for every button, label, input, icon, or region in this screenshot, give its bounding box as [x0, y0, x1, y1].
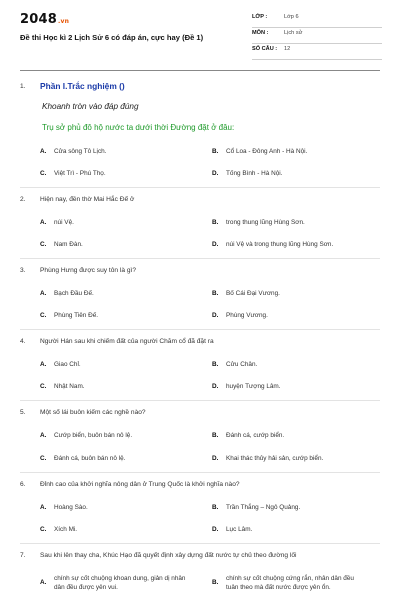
section-title: Phần I.Trắc nghiệm (): [40, 81, 125, 91]
option-b[interactable]: B. Đánh cá, cướp biển.: [212, 432, 285, 439]
question-text: Hiện nay, đền thờ Mai Hắc Đế ở: [40, 196, 135, 203]
question-text: Người Hán sau khi chiếm đất của người Chăm cổ đã đặt ra: [40, 338, 214, 345]
site-logo[interactable]: 2048.vn: [20, 12, 70, 27]
question-text: Một số lái buôn kiếm các nghề nào?: [40, 409, 146, 416]
meta-subject-value: Lịch sử: [284, 30, 303, 36]
option-d[interactable]: D. Khai thác thủy hải sản, cướp biển.: [212, 455, 324, 462]
option-b[interactable]: B. Bố Cái Đại Vương.: [212, 290, 280, 297]
option-a[interactable]: A. Giao Chỉ.: [40, 361, 81, 368]
meta-grade-value: Lớp 6: [284, 14, 299, 20]
option-c[interactable]: C. Đánh cá, buôn bán nô lệ.: [40, 455, 126, 462]
option-d[interactable]: D. Tống Bình - Hà Nội.: [212, 170, 283, 177]
question-text: Trụ sở phủ đô hộ nước ta dưới thời Đường đặt ở đâu:: [42, 123, 235, 132]
question-text: Phùng Hưng được suy tôn là gì?: [40, 267, 136, 274]
question-number: 7.: [20, 552, 26, 559]
option-a[interactable]: A. chính sự cốt chuộng khoan dung, giản dị nhân dân đều được yên vui.: [40, 575, 186, 591]
option-a[interactable]: A. Cửa sông Tô Lịch.: [40, 148, 107, 155]
question-number: 4.: [20, 338, 26, 345]
option-b[interactable]: B. chính sự cốt chuộng cứng rắn, nhân dân đều tuân theo mà đất nước được yên ổn.: [212, 575, 354, 591]
question-number: 5.: [20, 409, 26, 416]
meta-subject-label: MÔN :: [252, 30, 269, 36]
option-b[interactable]: B. Cửu Chân.: [212, 361, 258, 368]
option-c[interactable]: C. Nam Đàn.: [40, 241, 83, 248]
question-number: 3.: [20, 267, 26, 274]
option-a[interactable]: A. Bạch Đầu Đế.: [40, 290, 94, 297]
option-c[interactable]: C. Việt Trì - Phú Thọ.: [40, 170, 106, 177]
option-b[interactable]: B. trong thung lũng Hùng Sơn.: [212, 219, 305, 226]
section-instruction: Khoanh tròn vào đáp đúng: [42, 102, 139, 111]
option-a[interactable]: A. Cướp biển, buôn bán nô lệ.: [40, 432, 133, 439]
option-a[interactable]: A. Hoàng Sào.: [40, 504, 88, 511]
option-b[interactable]: B. Cổ Loa - Đông Anh - Hà Nội.: [212, 148, 308, 155]
option-b[interactable]: B. Trần Thắng – Ngô Quảng.: [212, 504, 301, 511]
option-c[interactable]: C. Nhật Nam.: [40, 383, 85, 390]
meta-grade-row: [252, 14, 382, 28]
option-c[interactable]: C. Xích Mi.: [40, 526, 78, 533]
option-d[interactable]: D. núi Vệ và trong thung lũng Hùng Sơn.: [212, 241, 334, 248]
option-c[interactable]: C. Phùng Tiên Đế.: [40, 312, 99, 319]
option-d[interactable]: D. Lục Lâm.: [212, 526, 253, 533]
question-text: Sau khi lên thay cha, Khúc Hạo đã quyết định xây dựng đất nước tự chủ theo đường lối: [40, 552, 297, 559]
option-d[interactable]: D. huyện Tượng Lâm.: [212, 383, 281, 390]
question-number: 2.: [20, 196, 26, 203]
option-d[interactable]: D. Phùng Vương.: [212, 312, 268, 319]
document-title: Đề thi Học kì 2 Lịch Sử 6 có đáp án, cực hay (Đề 1): [20, 33, 204, 42]
option-a[interactable]: A. núi Vệ.: [40, 219, 74, 226]
meta-subject-row: [252, 30, 382, 44]
header-divider: [20, 70, 380, 71]
question-text: Đỉnh cao của khởi nghĩa nông dân ở Trung Quốc là khởi nghĩa nào?: [40, 481, 240, 488]
question-number: 1.: [20, 83, 26, 90]
question-number: 6.: [20, 481, 26, 488]
meta-count-value: 12: [284, 46, 291, 52]
meta-count-row: [252, 46, 382, 60]
meta-count-label: SỐ CÂU :: [252, 46, 278, 52]
meta-grade-label: LỚP :: [252, 14, 268, 20]
